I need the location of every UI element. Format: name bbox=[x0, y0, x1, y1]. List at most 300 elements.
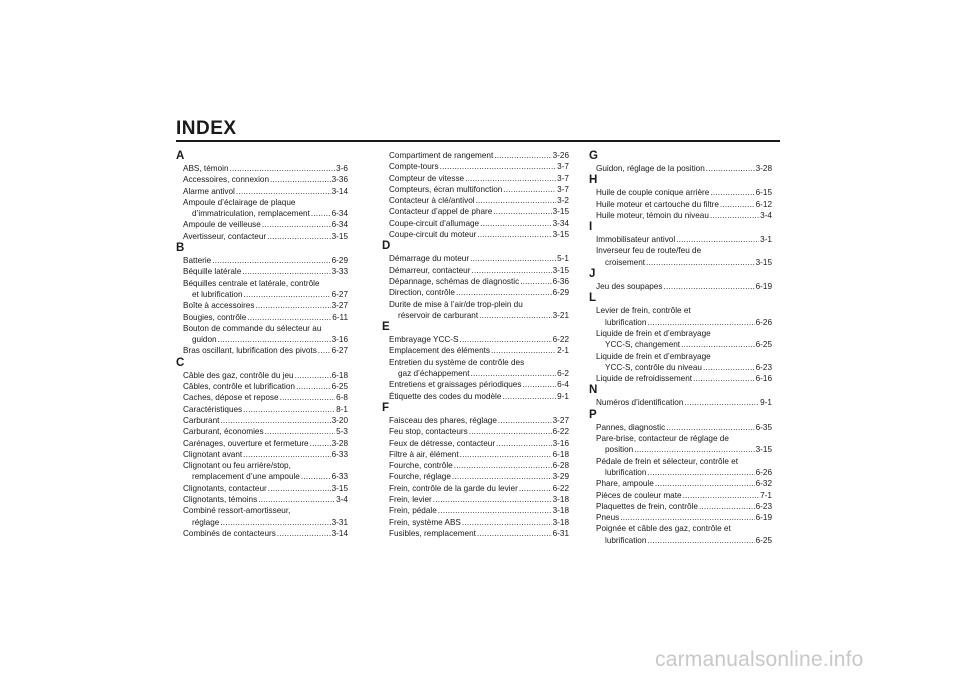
index-entry[interactable] bbox=[176, 312, 348, 323]
index-entry-text: Guidon, réglage de la position bbox=[596, 164, 705, 173]
index-entry-text: Contacteur d’appel de phare bbox=[389, 207, 493, 217]
dot-leader bbox=[456, 287, 552, 298]
dot-leader bbox=[503, 184, 556, 195]
index-entry-text: Combinés de contacteurs bbox=[183, 528, 276, 538]
index-page-number: 3-7 bbox=[557, 162, 569, 172]
index-entry-text: Fourche, contrôle bbox=[389, 461, 453, 471]
index-entry[interactable] bbox=[176, 266, 348, 277]
index-entry[interactable] bbox=[176, 415, 348, 426]
index-entry[interactable] bbox=[382, 391, 569, 402]
index-entry-line: Pare-brise, contacteur de réglage de bbox=[596, 434, 729, 444]
index-entry[interactable] bbox=[382, 357, 569, 380]
index-entry-text: Emplacement des éléments bbox=[389, 346, 491, 356]
index-page-number: 3-16 bbox=[331, 335, 348, 345]
index-entry-text: Caches, dépose et repose bbox=[183, 393, 279, 403]
index-entry-text: Faisceau des phares, réglage bbox=[389, 415, 497, 425]
index-page-number: 6-15 bbox=[755, 188, 772, 198]
index-entry[interactable] bbox=[382, 449, 569, 460]
index-entry-text: Plaquettes de frein, contrôle bbox=[596, 501, 698, 511]
index-entry[interactable] bbox=[382, 517, 569, 528]
dot-leader bbox=[265, 426, 336, 437]
section-letter: C bbox=[176, 356, 185, 369]
index-page-number: 9-1 bbox=[557, 391, 569, 401]
index-page-number: 6-25 bbox=[331, 382, 348, 392]
index-entry-text: Boîte à accessoires bbox=[183, 301, 255, 311]
dot-leader bbox=[280, 392, 336, 403]
dot-leader bbox=[255, 300, 330, 311]
index-entry[interactable] bbox=[176, 278, 348, 301]
dot-leader bbox=[480, 218, 552, 229]
index-entry-text: Contacteur à clé/antivol bbox=[389, 196, 475, 206]
index-column-3 bbox=[589, 150, 772, 546]
index-page-number: 3-18 bbox=[552, 495, 569, 505]
index-page-number: 3-31 bbox=[331, 517, 348, 527]
index-entry[interactable] bbox=[382, 505, 569, 516]
dot-leader bbox=[440, 161, 557, 172]
section-letter: J bbox=[589, 268, 596, 281]
index-page-number: 6-23 bbox=[755, 501, 772, 511]
dot-leader bbox=[710, 210, 759, 221]
index-page-number: 6-19 bbox=[755, 513, 772, 523]
index-entry-text: Accessoires, connexion bbox=[183, 175, 270, 185]
index-entry-text: Compteurs, écran multifonction bbox=[389, 184, 503, 194]
index-page-number: 6-8 bbox=[336, 393, 348, 403]
index-page-number: 6-11 bbox=[332, 312, 348, 322]
index-page-number: 3-4 bbox=[336, 495, 348, 505]
index-page-number: 3-7 bbox=[557, 184, 569, 194]
dot-leader bbox=[647, 467, 754, 478]
section-letter: F bbox=[382, 401, 390, 414]
index-entry[interactable] bbox=[176, 197, 348, 220]
section-letter: G bbox=[589, 150, 598, 162]
dot-leader bbox=[318, 345, 331, 356]
index-page-number: 3-15 bbox=[552, 230, 569, 240]
index-page-number: 6-22 bbox=[552, 427, 569, 437]
dot-leader bbox=[459, 334, 551, 345]
index-entry[interactable] bbox=[176, 323, 348, 346]
dot-leader bbox=[277, 528, 331, 539]
index-entry-text: réglage bbox=[192, 517, 220, 527]
index-entry-text: Filtre à air, élément bbox=[389, 449, 459, 459]
dot-leader bbox=[311, 208, 331, 219]
index-entry-text: Étiquette des codes du modèle bbox=[389, 391, 502, 401]
index-entry-text: Frein, système ABS bbox=[389, 517, 461, 527]
dot-leader bbox=[310, 438, 331, 449]
index-page-number: 6-33 bbox=[331, 472, 348, 482]
index-page-number: 6-34 bbox=[331, 220, 348, 230]
index-entry[interactable] bbox=[382, 184, 569, 195]
index-page-number: 6-18 bbox=[331, 370, 348, 380]
dot-leader bbox=[476, 195, 557, 206]
dot-leader bbox=[620, 512, 754, 523]
index-entry[interactable] bbox=[589, 199, 772, 210]
index-entry[interactable] bbox=[382, 345, 569, 356]
index-entry[interactable] bbox=[382, 483, 569, 494]
index-entry-line: Ampoule d’éclairage de plaque bbox=[183, 197, 296, 207]
section-letter: L bbox=[589, 292, 597, 305]
dot-leader bbox=[479, 310, 552, 321]
index-page-number: 3-28 bbox=[331, 438, 348, 448]
index-page-number: 3-29 bbox=[552, 472, 569, 482]
index-entry[interactable] bbox=[382, 334, 569, 345]
dot-leader bbox=[494, 150, 551, 161]
index-entry-text: Démarreur, contacteur bbox=[389, 265, 471, 275]
dot-leader bbox=[270, 174, 331, 185]
dot-leader bbox=[496, 438, 552, 449]
index-entry-line: Liquide de frein et d’embrayage bbox=[596, 328, 711, 338]
index-entry-text: Direction, contrôle bbox=[389, 288, 455, 298]
section-letter: N bbox=[589, 384, 598, 397]
dot-leader bbox=[693, 373, 755, 384]
index-entry-text: ABS, témoin bbox=[183, 164, 229, 173]
index-entry-text: Fourche, réglage bbox=[389, 472, 451, 482]
dot-leader bbox=[663, 281, 754, 292]
index-entry[interactable] bbox=[176, 505, 348, 528]
index-page-number: 3-33 bbox=[331, 267, 348, 277]
index-page-number: 3-36 bbox=[331, 175, 348, 185]
dot-leader bbox=[460, 449, 552, 460]
index-entry[interactable] bbox=[589, 478, 772, 489]
index-entry[interactable] bbox=[176, 219, 348, 230]
index-entry-line: Combiné ressort-amortisseur, bbox=[183, 506, 291, 516]
index-entry[interactable] bbox=[176, 494, 348, 505]
index-entry[interactable] bbox=[176, 163, 348, 174]
index-entry[interactable] bbox=[589, 210, 772, 221]
dot-leader bbox=[295, 370, 331, 381]
index-entry[interactable] bbox=[382, 494, 569, 505]
index-page-number: 3-4 bbox=[760, 210, 772, 220]
index-entry[interactable] bbox=[176, 345, 348, 356]
index-entry-text: lubrification bbox=[605, 317, 647, 327]
index-entry[interactable] bbox=[382, 150, 569, 161]
index-entry-text: Démarrage du moteur bbox=[389, 254, 470, 264]
index-entry-text: gaz d’échappement bbox=[398, 369, 470, 379]
index-entry-text: guidon bbox=[192, 335, 217, 345]
index-entry-text: Phare, ampoule bbox=[596, 479, 654, 489]
index-entry[interactable] bbox=[382, 299, 569, 322]
index-page-number: 3-15 bbox=[755, 257, 772, 267]
index-entry-text: Liquide de refroidissement bbox=[596, 374, 693, 384]
index-entry-line: Inverseur feu de route/feu de bbox=[596, 246, 702, 256]
index-entry-text: Pièces de couleur mate bbox=[596, 490, 682, 500]
index-entry-text: Câble des gaz, contrôle du jeu bbox=[183, 370, 294, 380]
index-page-number: 3-20 bbox=[331, 415, 348, 425]
index-entry-text: Caractéristiques bbox=[183, 404, 243, 414]
dot-leader bbox=[720, 199, 755, 210]
index-page-number: 6-28 bbox=[552, 461, 569, 471]
index-page-number: 6-29 bbox=[331, 256, 348, 266]
index-entry[interactable] bbox=[176, 483, 348, 494]
dot-leader bbox=[666, 422, 754, 433]
index-entry-text: Carburant bbox=[183, 415, 220, 425]
index-page-number: 6-4 bbox=[557, 380, 569, 390]
index-entry[interactable] bbox=[176, 426, 348, 437]
dot-leader bbox=[706, 163, 755, 174]
index-entry-text: Bras oscillant, lubrification des pivots bbox=[183, 346, 317, 356]
dot-leader bbox=[433, 494, 552, 505]
index-entry[interactable] bbox=[382, 195, 569, 206]
dot-leader bbox=[502, 391, 556, 402]
index-page-number: 6-33 bbox=[331, 449, 348, 459]
index-entry-text: Frein, contrôle de la garde du levier bbox=[389, 483, 518, 493]
dot-leader bbox=[498, 415, 552, 426]
index-page-number: 3-18 bbox=[552, 506, 569, 516]
index-entry-text: Bougies, contrôle bbox=[183, 312, 247, 322]
index-entry[interactable] bbox=[589, 305, 772, 328]
dot-leader bbox=[247, 312, 331, 323]
index-page-number: 6-32 bbox=[755, 479, 772, 489]
dot-leader bbox=[470, 253, 556, 264]
index-page-number: 6-16 bbox=[755, 374, 772, 384]
index-entry-text: Huile moteur, témoin du niveau bbox=[596, 210, 709, 220]
index-entry[interactable] bbox=[176, 392, 348, 403]
index-entry[interactable] bbox=[176, 381, 348, 392]
dot-leader bbox=[519, 483, 552, 494]
index-entry[interactable] bbox=[176, 255, 348, 266]
index-entry[interactable] bbox=[176, 300, 348, 311]
dot-leader bbox=[477, 528, 552, 539]
dot-leader bbox=[268, 483, 331, 494]
index-entry[interactable] bbox=[589, 245, 772, 268]
dot-leader bbox=[703, 362, 755, 373]
dot-leader bbox=[454, 460, 552, 471]
index-entry-text: Clignotants, témoins bbox=[183, 495, 258, 505]
index-entry-text: YCC-S, contrôle du niveau bbox=[605, 362, 702, 372]
section-letter: B bbox=[176, 242, 185, 255]
dot-leader bbox=[676, 234, 759, 245]
dot-leader bbox=[655, 478, 755, 489]
index-entry[interactable] bbox=[176, 186, 348, 197]
index-entry[interactable] bbox=[382, 265, 569, 276]
dot-leader bbox=[491, 345, 556, 356]
section-letter: E bbox=[382, 321, 390, 334]
index-page-number: 6-23 bbox=[755, 362, 772, 372]
index-entry[interactable] bbox=[382, 438, 569, 449]
index-page-number: 6-22 bbox=[552, 335, 569, 345]
index-page-number: 3-16 bbox=[552, 438, 569, 448]
index-page-number: 3-15 bbox=[552, 265, 569, 275]
index-entry[interactable] bbox=[589, 163, 772, 174]
index-entry[interactable] bbox=[382, 426, 569, 437]
index-entry[interactable] bbox=[589, 328, 772, 351]
dot-leader bbox=[212, 255, 330, 266]
dot-leader bbox=[243, 449, 330, 460]
dot-leader bbox=[684, 397, 759, 408]
index-entry-text: Clignotants, contacteur bbox=[183, 483, 267, 493]
index-entry[interactable] bbox=[382, 206, 569, 217]
index-entry-text: Huile moteur et cartouche du filtre bbox=[596, 199, 719, 209]
index-entry[interactable] bbox=[382, 460, 569, 471]
index-column-1 bbox=[176, 150, 348, 539]
index-entry[interactable] bbox=[589, 456, 772, 479]
index-entry-text: Frein, levier bbox=[389, 495, 432, 505]
dot-leader bbox=[471, 265, 551, 276]
index-entry[interactable] bbox=[589, 433, 772, 456]
index-page-number: 3-6 bbox=[336, 164, 348, 173]
index-entry[interactable] bbox=[589, 523, 772, 546]
index-page-number: 6-2 bbox=[557, 369, 569, 379]
index-entry-text: Ampoule de veilleuse bbox=[183, 220, 261, 230]
index-page-number: 5-3 bbox=[336, 427, 348, 437]
dot-leader bbox=[634, 444, 754, 455]
watermark-footer[interactable]: carmanualsonline.info bbox=[655, 648, 864, 671]
index-entry-text: Feux de détresse, contacteur bbox=[389, 438, 496, 448]
index-page-number: 5-1 bbox=[557, 254, 569, 264]
index-entry[interactable] bbox=[589, 281, 772, 292]
index-entry-text: Compteur de vitesse bbox=[389, 173, 465, 183]
dot-leader bbox=[520, 276, 551, 287]
index-entry[interactable] bbox=[176, 449, 348, 460]
section-letter: P bbox=[589, 408, 597, 421]
index-entry-text: position bbox=[605, 445, 634, 455]
dot-leader bbox=[220, 415, 330, 426]
index-entry-text: et lubrification bbox=[192, 289, 243, 299]
dot-leader bbox=[646, 257, 755, 268]
index-entry[interactable] bbox=[382, 276, 569, 287]
index-entry[interactable] bbox=[589, 351, 772, 374]
index-entry-text: Coupe-circuit du moteur bbox=[389, 230, 477, 240]
index-page-number: 6-35 bbox=[755, 422, 772, 432]
dot-leader bbox=[493, 206, 551, 217]
index-entry-text: Jeu des soupapes bbox=[596, 282, 663, 292]
index-entry-text: Béquille latérale bbox=[183, 267, 242, 277]
index-entry[interactable] bbox=[589, 490, 772, 501]
index-entry-text: Carénages, ouverture et fermeture bbox=[183, 438, 309, 448]
index-page-number: 6-18 bbox=[552, 449, 569, 459]
index-entry[interactable] bbox=[382, 253, 569, 264]
index-entry[interactable] bbox=[382, 528, 569, 539]
index-page-number: 3-15 bbox=[755, 445, 772, 455]
section-letter: I bbox=[589, 221, 593, 234]
index-page-number: 7-1 bbox=[760, 490, 772, 500]
index-entry-text: Immobilisateur antivol bbox=[596, 235, 676, 245]
index-entry[interactable] bbox=[589, 397, 772, 408]
dot-leader bbox=[230, 163, 336, 174]
dot-leader bbox=[647, 535, 754, 546]
index-entry[interactable] bbox=[176, 528, 348, 539]
index-entry-text: croisement bbox=[605, 257, 646, 267]
dot-leader bbox=[301, 471, 331, 482]
index-entry[interactable] bbox=[589, 501, 772, 512]
dot-leader bbox=[220, 517, 330, 528]
index-entry-text: YCC-S, changement bbox=[605, 340, 681, 350]
index-entry[interactable] bbox=[176, 438, 348, 449]
index-page-number: 3-7 bbox=[557, 173, 569, 183]
dot-leader bbox=[243, 404, 335, 415]
index-page-number: 6-34 bbox=[331, 209, 348, 219]
index-entry[interactable] bbox=[589, 422, 772, 433]
index-entry[interactable] bbox=[382, 218, 569, 229]
index-entry-line: Poignée et câble des gaz, contrôle et bbox=[596, 524, 731, 534]
section-letter: D bbox=[382, 240, 391, 253]
index-entry-text: Batterie bbox=[183, 256, 212, 266]
index-entry-text: Compartiment de rangement bbox=[389, 151, 494, 160]
index-entry[interactable] bbox=[382, 161, 569, 172]
index-page-number: 6-25 bbox=[755, 535, 772, 545]
index-entry-line: Pédale de frein et sélecteur, contrôle et bbox=[596, 456, 739, 466]
section-letter: H bbox=[589, 174, 598, 187]
dot-leader bbox=[262, 219, 331, 230]
index-entry[interactable] bbox=[176, 231, 348, 242]
index-entry-text: Fusibles, remplacement bbox=[389, 528, 476, 538]
index-entry[interactable] bbox=[382, 287, 569, 298]
index-entry-text: Pneus bbox=[596, 513, 620, 523]
index-entry[interactable] bbox=[589, 373, 772, 384]
index-entry[interactable] bbox=[589, 512, 772, 523]
index-page-number: 6-27 bbox=[331, 289, 348, 299]
dot-leader bbox=[244, 289, 331, 300]
index-page-number: 6-26 bbox=[755, 317, 772, 327]
index-entry-text: Frein, pédale bbox=[389, 506, 437, 516]
dot-leader bbox=[236, 186, 331, 197]
index-entry-text: Dépannage, schémas de diagnostic bbox=[389, 276, 520, 286]
dot-leader bbox=[462, 517, 552, 528]
index-page-number: 6-29 bbox=[552, 288, 569, 298]
index-entry-text: Avertisseur, contacteur bbox=[183, 231, 267, 241]
index-page-number: 3-28 bbox=[755, 164, 772, 173]
index-page-number: 6-26 bbox=[755, 467, 772, 477]
index-entry[interactable] bbox=[589, 234, 772, 245]
index-entry[interactable] bbox=[176, 404, 348, 415]
index-entry[interactable] bbox=[176, 174, 348, 185]
index-entry[interactable] bbox=[589, 187, 772, 198]
index-entry-line: Entretien du système de contrôle des bbox=[389, 357, 525, 367]
index-page-number: 6-27 bbox=[331, 346, 348, 356]
dot-leader bbox=[452, 471, 552, 482]
index-entry-line: Durite de mise à l’air/de trop-plein du bbox=[389, 299, 523, 309]
index-page-number: 6-12 bbox=[755, 199, 772, 209]
page-title: INDEX bbox=[176, 118, 237, 139]
index-entry[interactable] bbox=[382, 379, 569, 390]
index-entry[interactable] bbox=[382, 415, 569, 426]
index-entry-text: Carburant, économies bbox=[183, 427, 264, 437]
title-rule bbox=[176, 140, 780, 142]
index-page-number: 3-27 bbox=[331, 301, 348, 311]
index-page-number: 3-14 bbox=[331, 528, 348, 538]
index-page-number: 3-26 bbox=[552, 151, 569, 160]
dot-leader bbox=[683, 490, 760, 501]
index-page-number: 3-15 bbox=[552, 207, 569, 217]
index-entry[interactable] bbox=[382, 229, 569, 240]
index-entry-text: lubrification bbox=[605, 467, 647, 477]
index-entry-text: Coupe-circuit d’allumage bbox=[389, 218, 480, 228]
index-entry-line: Bouton de commande du sélecteur au bbox=[183, 323, 322, 333]
dot-leader bbox=[647, 317, 754, 328]
index-entry-text: Numéros d’identification bbox=[596, 398, 684, 408]
index-page-number: 3-18 bbox=[552, 517, 569, 527]
index-entry-text: remplacement d’une ampoule bbox=[192, 472, 300, 482]
index-page-number: 3-2 bbox=[557, 196, 569, 206]
index-entry[interactable] bbox=[382, 173, 569, 184]
index-entry-text: Alarme antivol bbox=[183, 186, 235, 196]
index-entry-text: Clignotant avant bbox=[183, 449, 243, 459]
index-entry-line: Levier de frein, contrôle et bbox=[596, 306, 691, 316]
index-entry[interactable] bbox=[176, 460, 348, 483]
index-page-number: 6-31 bbox=[552, 528, 569, 538]
dot-leader bbox=[465, 173, 556, 184]
dot-leader bbox=[470, 368, 556, 379]
index-entry[interactable] bbox=[176, 370, 348, 381]
index-entry-text: lubrification bbox=[605, 535, 647, 545]
dot-leader bbox=[438, 505, 552, 516]
index-page-number: 3-14 bbox=[331, 186, 348, 196]
index-entry-line: Clignotant ou feu arrière/stop, bbox=[183, 461, 291, 471]
index-entry[interactable] bbox=[382, 471, 569, 482]
index-entry-text: d’immatriculation, remplacement bbox=[192, 209, 310, 219]
index-page-number: 9-1 bbox=[760, 398, 772, 408]
section-letter: A bbox=[176, 150, 185, 162]
index-entry-text: Entretiens et graissages périodiques bbox=[389, 380, 522, 390]
